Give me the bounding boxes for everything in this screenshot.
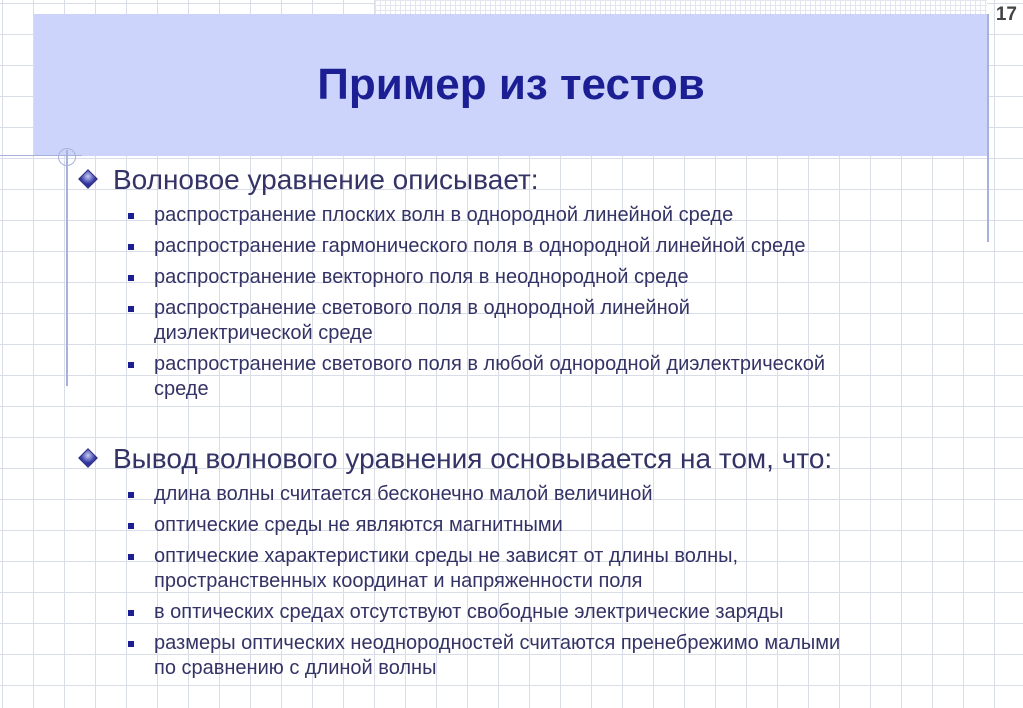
square-bullet-icon [128, 523, 134, 529]
section-heading-text: Вывод волнового уравнения основывается на том, что: [113, 443, 833, 474]
square-bullet-icon [128, 641, 134, 647]
list-item-text: в оптических средах отсутствуют свободные электрические заряды [154, 601, 784, 623]
square-bullet-icon [128, 492, 134, 498]
list-item-text: распространение плоских волн в однородной линейной среде [154, 204, 734, 226]
list-item-text: оптические характеристики среды не зависят от длины волны, пространственных координат и напряженности поля [154, 545, 739, 592]
list-item [154, 631, 984, 681]
bullet-list [154, 203, 984, 408]
list-item [154, 265, 984, 290]
square-bullet-icon [128, 610, 134, 616]
slide-number: 17 [995, 4, 1017, 25]
list-item-text: размеры оптических неоднородностей считаются пренебрежимо малыми по сравнению с длиной волны [154, 632, 841, 679]
list-item [154, 544, 984, 594]
diamond-bullet-icon [78, 169, 98, 189]
list-item [154, 296, 984, 346]
section-heading [113, 443, 832, 475]
square-bullet-icon [128, 275, 134, 281]
square-bullet-icon [128, 244, 134, 250]
bullet-list [154, 482, 984, 687]
list-item-text: распространение светового поля в однородной линейной диэлектрической среде [154, 297, 690, 344]
list-item [154, 513, 984, 538]
list-item [154, 234, 984, 259]
slide-title: Пример из тестов [317, 60, 705, 109]
square-bullet-icon [128, 213, 134, 219]
list-item [154, 600, 984, 625]
list-item-text: распространение светового поля в любой однородной диэлектрической среде [154, 353, 826, 400]
section-heading [113, 164, 539, 196]
square-bullet-icon [128, 362, 134, 368]
list-item [154, 482, 984, 507]
square-bullet-icon [128, 306, 134, 312]
list-item-text: распространение гармонического поля в однородной линейной среде [154, 235, 806, 257]
square-bullet-icon [128, 554, 134, 560]
list-item-text: длина волны считается бесконечно малой величиной [154, 483, 653, 505]
list-item-text: оптические среды не являются магнитными [154, 514, 563, 536]
section-heading-text: Волновое уравнение описывает: [113, 164, 539, 195]
diamond-bullet-icon [78, 448, 98, 468]
list-item-text: распространение векторного поля в неоднородной среде [154, 266, 689, 288]
list-item [154, 352, 984, 402]
list-item [154, 203, 984, 228]
